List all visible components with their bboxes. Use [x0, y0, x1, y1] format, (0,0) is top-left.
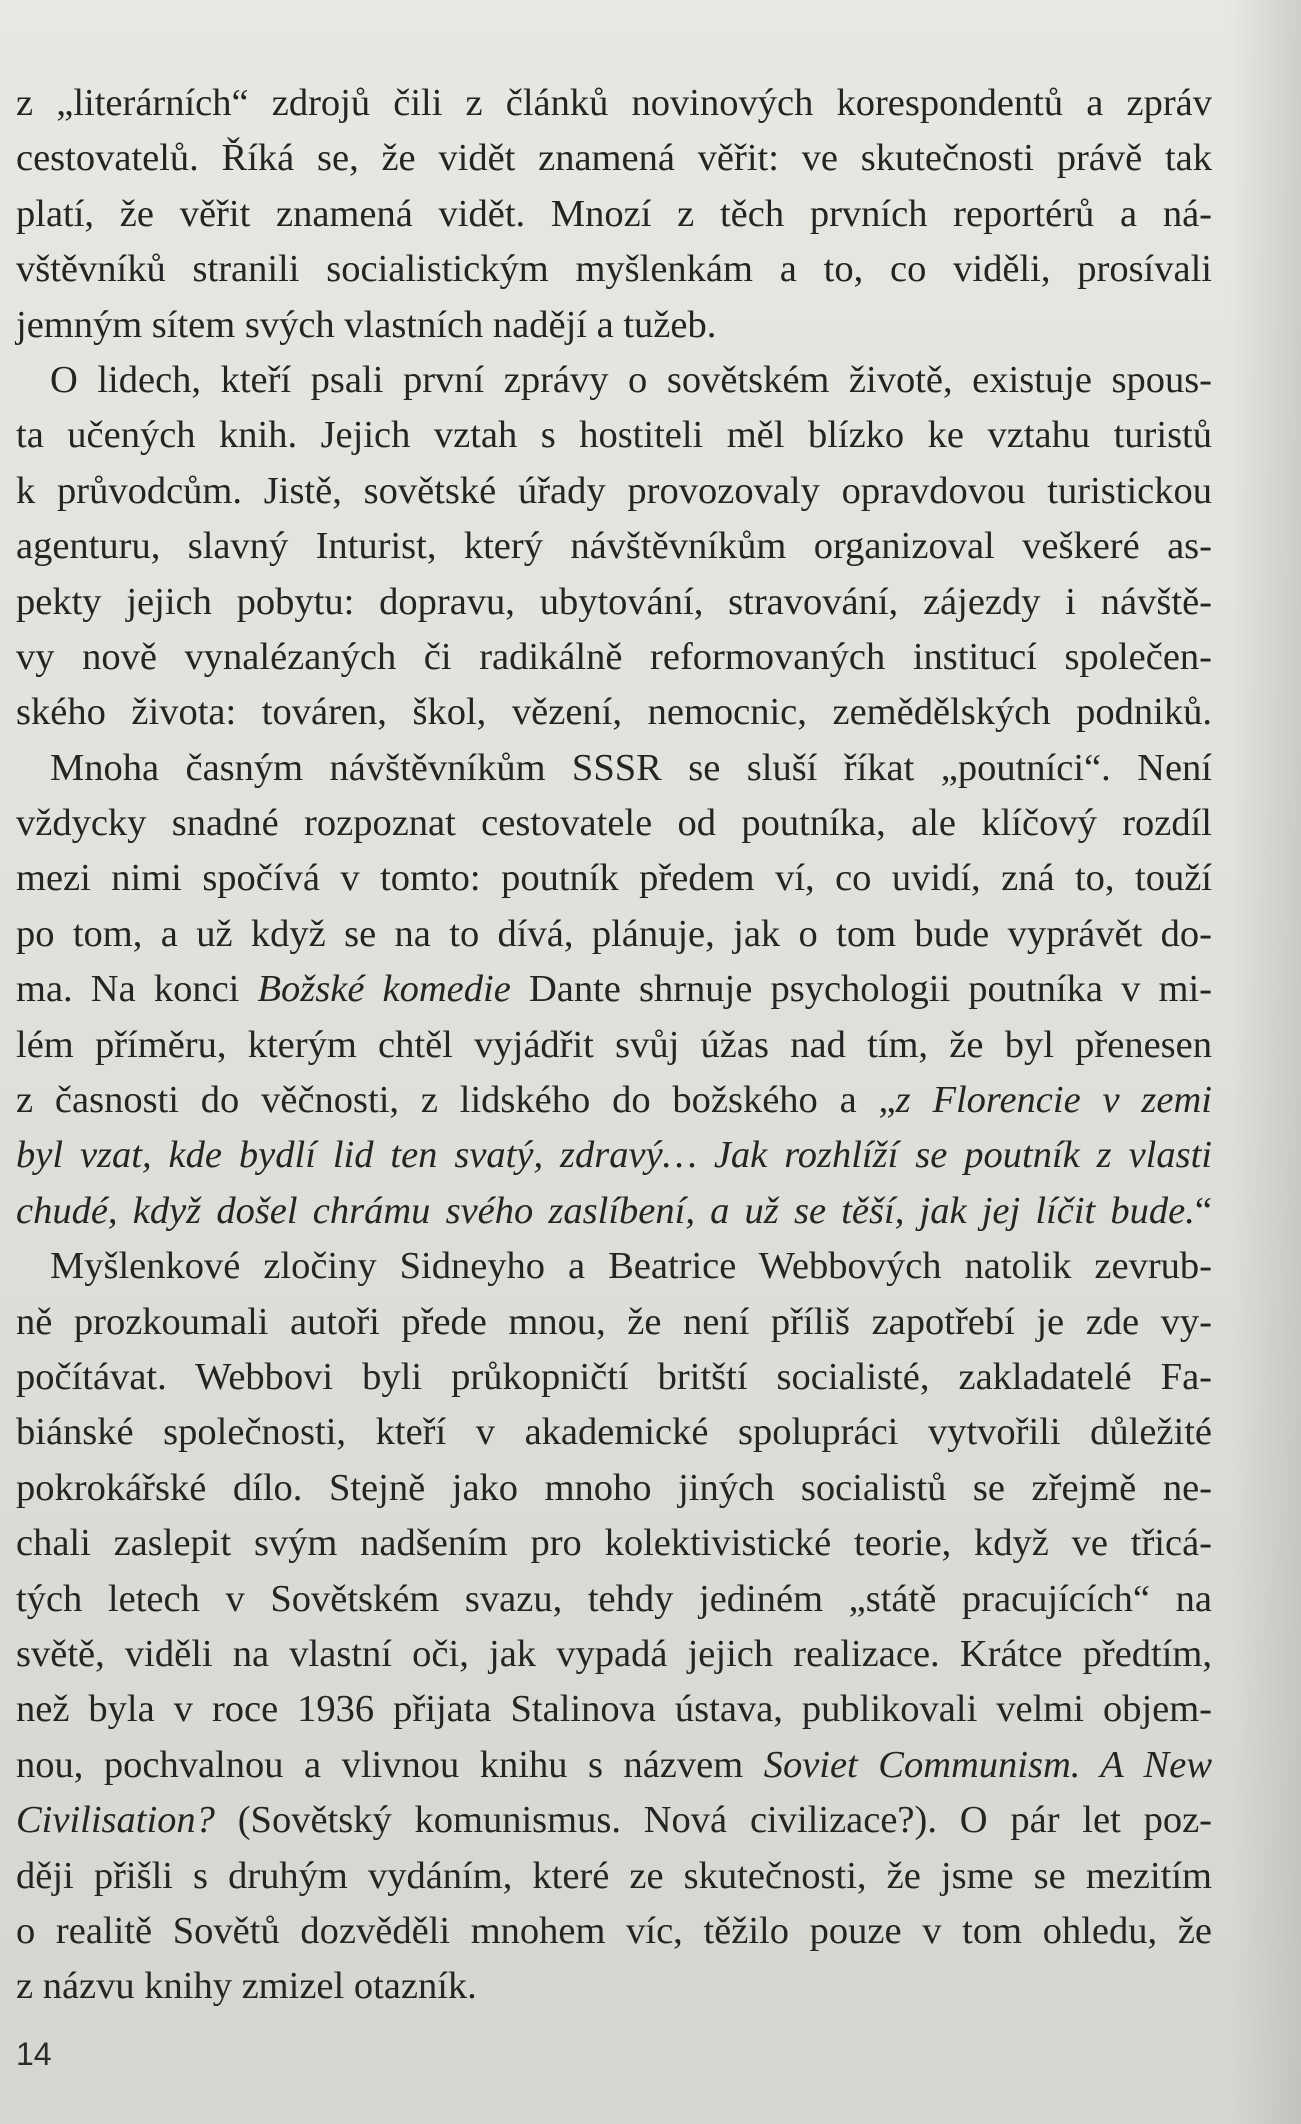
text-line	[16, 464, 1212, 519]
text-segment: Myšlenkové zločiny Sidneyho a Beatrice Webbových natolik zevrub-	[50, 1245, 1212, 1288]
text-line	[16, 1073, 1212, 1128]
text-segment: (Sovětský komunismus. Nová civilizace?). O pár let poz-	[214, 1799, 1212, 1842]
text-segment: O lidech, kteří psali první zprávy o sovětském životě, existuje spous-	[50, 358, 1212, 401]
italic-text: chudé, když došel chrámu svého zaslíbení, a už se těší, jak jej líčit bude.	[16, 1189, 1195, 1232]
text-segment: cestovatelů. Říká se, že vidět znamená věřit: ve skutečnosti právě tak	[16, 137, 1212, 180]
text-segment: ma. Na konci	[16, 968, 258, 1011]
text-segment: chali zaslepit svým nadšením pro kolektivistické teorie, když ve třicá-	[16, 1522, 1212, 1565]
text-line	[16, 1904, 1212, 1959]
text-line	[16, 741, 1212, 796]
text-line	[16, 519, 1212, 574]
text-segment: Dante shrnuje psychologii poutníka v mi-	[510, 968, 1212, 1011]
text-line	[16, 685, 1212, 740]
text-line	[16, 76, 1212, 131]
text-line	[16, 1627, 1212, 1682]
italic-text: Civilisation?	[16, 1799, 215, 1842]
text-line	[16, 962, 1212, 1017]
text-segment: nou, pochvalnou a vlivnou knihu s názvem	[16, 1743, 764, 1786]
text-line	[16, 1793, 1212, 1848]
page-number: 14	[16, 2036, 52, 2072]
text-line	[16, 1849, 1212, 1904]
text-segment: světě, viděli na vlastní oči, jak vypadá jejich realizace. Krátce předtím,	[16, 1632, 1212, 1675]
italic-text: Soviet Communism. A New	[763, 1743, 1212, 1786]
text-line	[16, 1461, 1212, 1516]
text-segment: biánské společnosti, kteří v akademické spolupráci vytvořili důležité	[16, 1411, 1212, 1454]
text-segment: agenturu, slavný Inturist, který návštěvníkům organizoval veškeré as-	[16, 525, 1212, 568]
text-segment: počítávat. Webbovi byli průkopničtí britští socialisté, zakladatelé Fa-	[16, 1355, 1212, 1398]
text-line	[16, 242, 1212, 297]
text-line	[16, 1128, 1212, 1183]
text-segment: mezi nimi spočívá v tomto: poutník předem ví, co uvidí, zná to, touží	[16, 857, 1212, 900]
italic-text: Božské komedie	[257, 968, 511, 1011]
text-segment: pokrokářské dílo. Stejně jako mnoho jiných socialistů se zřejmě ne-	[16, 1466, 1212, 1509]
text-line	[16, 1682, 1212, 1737]
text-line	[16, 1350, 1212, 1405]
text-segment: Mnoha časným návštěvníkům SSSR se sluší říkat „poutníci“. Není	[50, 746, 1212, 789]
text-line	[16, 408, 1212, 463]
text-line	[16, 630, 1212, 685]
text-line	[16, 1959, 1212, 2014]
text-segment: ského života: továren, škol, vězení, nemocnic, zemědělských podniků.	[16, 691, 1212, 734]
italic-text: z Florencie v zemi	[895, 1079, 1212, 1122]
body-text	[16, 76, 1212, 2015]
text-segment: platí, že věřit znamená vidět. Mnozí z těch prvních reportérů a ná-	[16, 192, 1212, 235]
text-segment: z časnosti do věčnosti, z lidského do božského a „	[16, 1079, 896, 1122]
text-line	[16, 1018, 1212, 1073]
text-segment: po tom, a už když se na to dívá, plánuje, jak o tom bude vyprávět do-	[16, 912, 1212, 955]
text-segment: než byla v roce 1936 přijata Stalinova ústava, publikovali velmi objem-	[16, 1688, 1212, 1731]
text-segment: ně prozkoumali autoři přede mnou, že není příliš zapotřebí je zde vy-	[16, 1300, 1212, 1343]
text-segment: vy nově vynalézaných či radikálně reformovaných institucí společen-	[16, 635, 1212, 678]
text-line	[16, 298, 1212, 353]
text-segment: o realitě Sovětů dozvěděli mnohem víc, těžilo pouze v tom ohledu, že	[16, 1909, 1212, 1952]
text-segment: tých letech v Sovětském svazu, tehdy jediném „státě pracujících“ na	[16, 1577, 1212, 1620]
text-line	[16, 1295, 1212, 1350]
text-segment: vždycky snadné rozpoznat cestovatele od poutníka, ale klíčový rozdíl	[16, 802, 1212, 845]
text-line	[16, 907, 1212, 962]
text-segment: z „literárních“ zdrojů čili z článků novinových korespondentů a zpráv	[16, 82, 1212, 124]
text-segment: vštěvníků stranili socialistickým myšlenkám a to, co viděli, prosívali	[16, 248, 1212, 291]
text-line	[16, 1239, 1212, 1294]
text-line	[16, 1184, 1212, 1239]
text-segment: ději přišli s druhým vydáním, které ze skutečnosti, že jsme se mezitím	[16, 1854, 1212, 1897]
text-segment: “	[1194, 1189, 1212, 1232]
text-segment: jemným sítem svých vlastních nadějí a tužeb.	[16, 303, 717, 346]
text-line	[16, 1572, 1212, 1627]
text-line	[16, 796, 1212, 851]
text-line	[16, 851, 1212, 906]
text-line	[16, 575, 1212, 630]
text-segment: z názvu knihy zmizel otazník.	[16, 1965, 477, 2008]
text-line	[16, 187, 1212, 242]
text-segment: ta učených knih. Jejich vztah s hostiteli měl blízko ke vztahu turistů	[16, 414, 1212, 457]
italic-text: byl vzat, kde bydlí lid ten svatý, zdravý… Jak rozhlíží se poutník z vlasti	[16, 1134, 1212, 1177]
text-segment: k průvodcům. Jistě, sovětské úřady provozovaly opravdovou turistickou	[16, 469, 1212, 512]
text-line	[16, 1516, 1212, 1571]
text-line	[16, 1738, 1212, 1793]
text-segment: pekty jejich pobytu: dopravu, ubytování, stravování, zájezdy i návště-	[16, 580, 1212, 623]
text-line	[16, 353, 1212, 408]
text-segment: lém příměru, kterým chtěl vyjádřit svůj úžas nad tím, že byl přenesen	[16, 1023, 1212, 1066]
text-line	[16, 131, 1212, 186]
text-line	[16, 1405, 1212, 1460]
